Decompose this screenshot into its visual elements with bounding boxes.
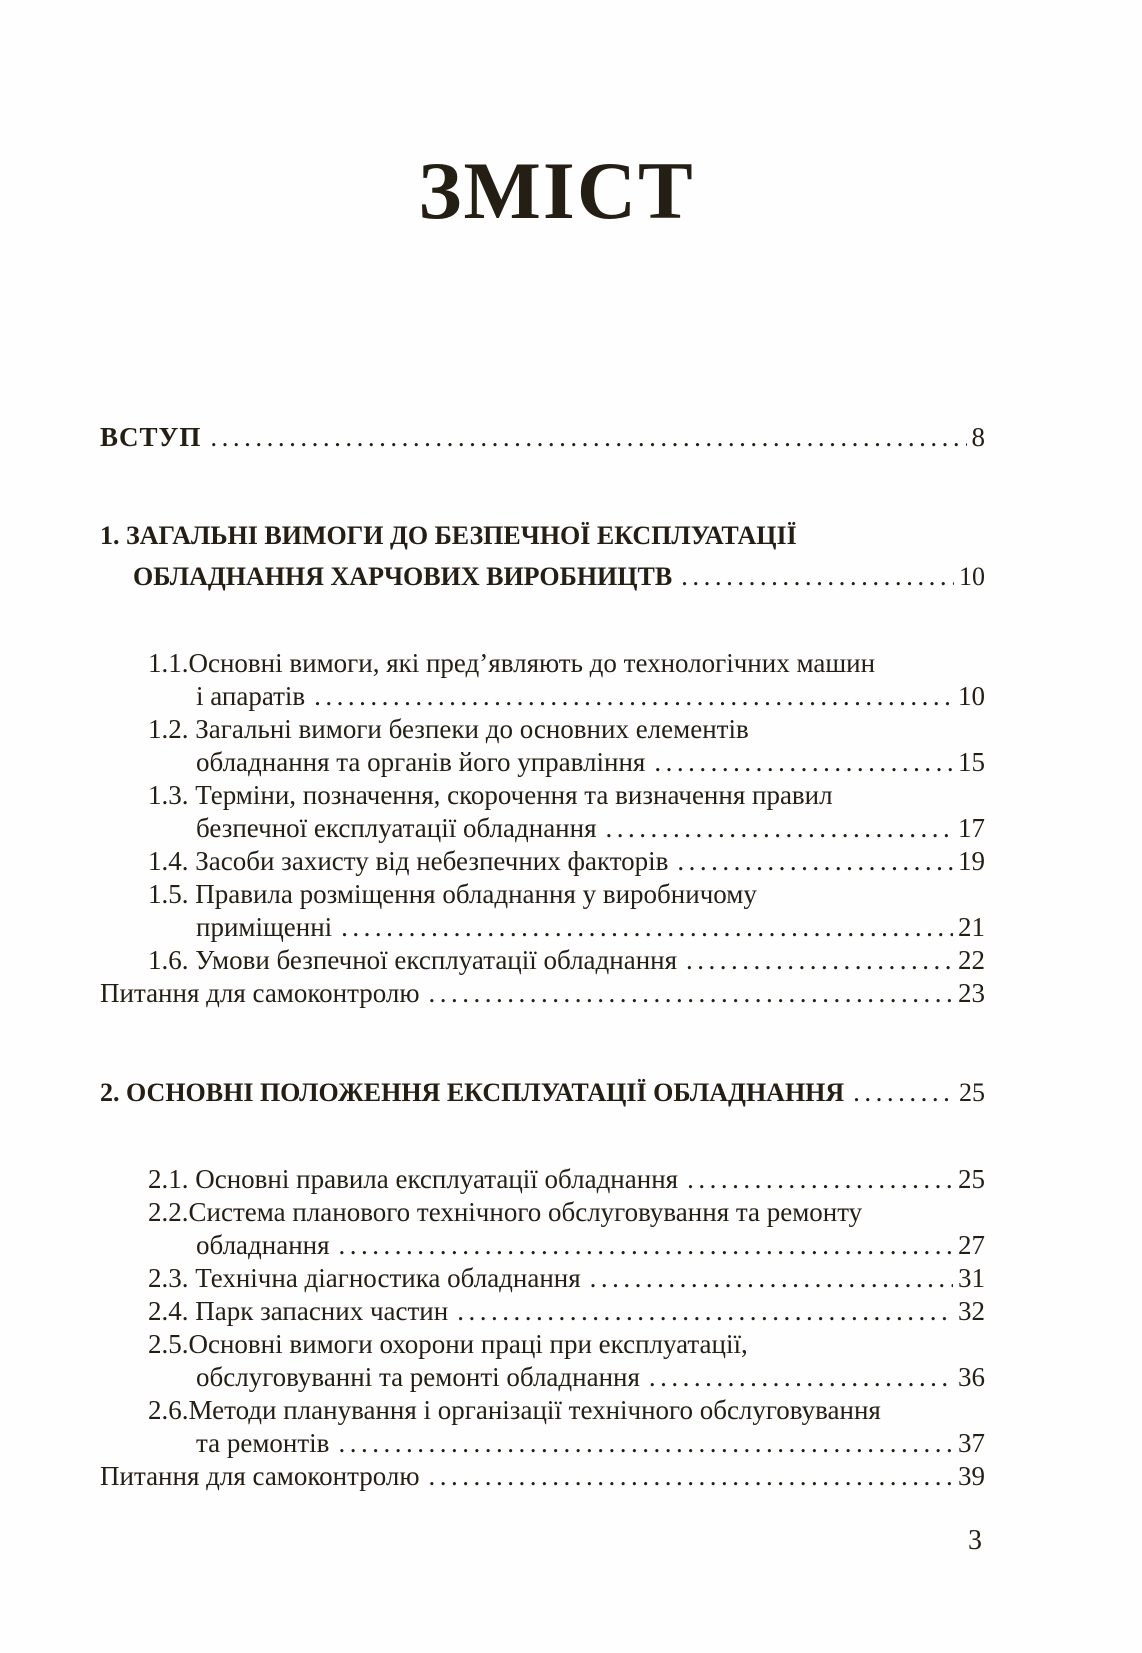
toc-entry	[100, 516, 985, 597]
toc-entry-line	[100, 556, 985, 597]
toc-entry-text: Питання для самоконтролю	[100, 1461, 420, 1492]
toc-entry-text: і апаратів	[196, 681, 306, 712]
toc-entry-text: та ремонтів	[196, 1428, 330, 1459]
toc-page-ref: 27	[958, 1230, 985, 1261]
toc-entry-line	[100, 878, 985, 911]
toc-page-ref: 10	[959, 562, 985, 592]
toc-entry-text: приміщенні	[196, 912, 333, 943]
toc-entry-text: 1.1.Основні вимоги, які пред’являють до технологічних машин	[148, 648, 876, 679]
toc-entry-text: ВСТУП	[100, 422, 202, 453]
toc-entry-text: 2.1. Основні правила експлуатації обладнання	[148, 1164, 679, 1195]
dot-leader	[341, 911, 953, 944]
toc-entry-line	[100, 680, 985, 713]
toc-entry	[100, 1394, 985, 1460]
toc-entry-line	[100, 1394, 985, 1427]
toc-entry-text: безпечної експлуатації обладнання	[196, 813, 597, 844]
dot-leader	[681, 556, 954, 597]
dot-leader	[687, 1163, 953, 1196]
toc-entry-text: 2.2.Система планового технічного обслуговування та ремонту	[148, 1197, 863, 1228]
toc-entry-text: 1.4. Засоби захисту від небезпечних факторів	[148, 846, 669, 877]
dot-leader	[649, 1361, 953, 1394]
toc-entry	[100, 713, 985, 779]
toc-page-ref: 36	[958, 1362, 985, 1393]
toc-entry-line	[100, 1229, 985, 1262]
toc-entry-line	[100, 944, 985, 977]
dot-leader	[429, 977, 953, 1010]
toc-entry-line	[100, 812, 985, 845]
toc-entry-text: 1.2. Загальні вимоги безпеки до основних елементів	[148, 714, 749, 745]
toc-entry-text: обладнання та органів його управління	[196, 747, 646, 778]
toc-page-ref: 19	[958, 846, 985, 877]
dot-leader	[654, 746, 953, 779]
toc-entry-line	[100, 746, 985, 779]
toc-page-ref: 17	[958, 813, 985, 844]
toc-entry	[100, 1262, 985, 1295]
toc-entry	[100, 944, 985, 977]
toc-entry-line	[100, 1072, 985, 1113]
toc-list	[100, 420, 985, 1493]
dot-leader	[339, 1229, 953, 1262]
toc-entry-text: 1.3. Терміни, позначення, скорочення та визначення правил	[148, 780, 833, 811]
toc-entry	[100, 1328, 985, 1394]
toc-page-ref: 31	[958, 1263, 985, 1294]
toc-entry-line	[100, 1295, 985, 1328]
dot-leader	[457, 1295, 953, 1328]
toc-entry-line	[100, 845, 985, 878]
dot-leader	[429, 1460, 953, 1493]
toc-page-ref: 10	[958, 681, 985, 712]
toc-entry	[100, 845, 985, 878]
toc-entry-line	[100, 911, 985, 944]
toc-entry-line	[100, 779, 985, 812]
toc-entry	[100, 1163, 985, 1196]
toc-entry	[100, 420, 985, 454]
dot-leader	[590, 1262, 953, 1295]
dot-leader	[606, 812, 954, 845]
dot-leader	[853, 1072, 954, 1113]
dot-leader	[338, 1427, 953, 1460]
toc-entry-line	[100, 977, 985, 1010]
toc-entry-line	[100, 1262, 985, 1295]
toc-entry-line	[100, 1427, 985, 1460]
toc-entry-text: Питання для самоконтролю	[100, 978, 420, 1009]
page-title: ЗМІСТ	[418, 145, 695, 236]
toc-entry	[100, 1196, 985, 1262]
toc-entry-line	[100, 1196, 985, 1229]
toc-entry-line	[100, 516, 985, 556]
toc-page-ref: 37	[958, 1428, 985, 1459]
toc-entry	[100, 977, 985, 1010]
toc-entry-line	[100, 1328, 985, 1361]
toc-page-ref: 15	[958, 747, 985, 778]
toc-page-ref: 21	[958, 912, 985, 943]
toc-entry-text: 2.3. Технічна діагностика обладнання	[148, 1263, 581, 1294]
toc-entry-line	[100, 420, 985, 454]
toc-entry	[100, 1072, 985, 1113]
toc-entry-text: обслуговуванні та ремонті обладнання	[196, 1362, 640, 1393]
toc-entry	[100, 779, 985, 845]
toc-entry	[100, 878, 985, 944]
toc-entry	[100, 1460, 985, 1493]
toc-page-ref: 32	[958, 1296, 985, 1327]
toc-entry	[100, 1295, 985, 1328]
toc-page-ref: 8	[971, 422, 985, 453]
dot-leader	[677, 845, 953, 878]
toc-page-ref: 39	[958, 1461, 985, 1492]
dot-leader	[686, 944, 953, 977]
toc-entry-line	[100, 1460, 985, 1493]
toc-entry-text: 2.6.Методи планування і організації технічного обслуговування	[148, 1395, 881, 1426]
toc-entry-text: 1. ЗАГАЛЬНІ ВИМОГИ ДО БЕЗПЕЧНОЇ ЕКСПЛУАТАЦІЇ	[100, 521, 797, 551]
toc-entry-line	[100, 713, 985, 746]
toc-entry-text: ОБЛАДНАННЯ ХАРЧОВИХ ВИРОБНИЦТВ	[133, 562, 673, 592]
toc-page-ref: 22	[958, 945, 985, 976]
toc-entry-line	[100, 1361, 985, 1394]
toc-entry-line	[100, 1163, 985, 1196]
toc-entry	[100, 647, 985, 713]
toc-entry-text: 2. ОСНОВНІ ПОЛОЖЕННЯ ЕКСПЛУАТАЦІЇ ОБЛАДНАННЯ	[100, 1078, 845, 1108]
dot-leader	[210, 420, 966, 454]
toc-entry-text: 2.5.Основні вимоги охорони праці при експлуатації,	[148, 1329, 748, 1360]
toc-entry-text: обладнання	[196, 1230, 330, 1261]
toc-entry-text: 1.6. Умови безпечної експлуатації обладнання	[148, 945, 678, 976]
toc-entry-text: 2.4. Парк запасних частин	[148, 1296, 449, 1327]
toc-page-ref: 23	[958, 978, 985, 1009]
toc-page-ref: 25	[958, 1164, 985, 1195]
toc-entry-line	[100, 647, 985, 680]
dot-leader	[314, 680, 953, 713]
toc-entry-text: 1.5. Правила розміщення обладнання у виробничому	[148, 879, 757, 910]
toc-page-ref: 25	[959, 1078, 985, 1108]
page-number: 3	[968, 1525, 982, 1556]
